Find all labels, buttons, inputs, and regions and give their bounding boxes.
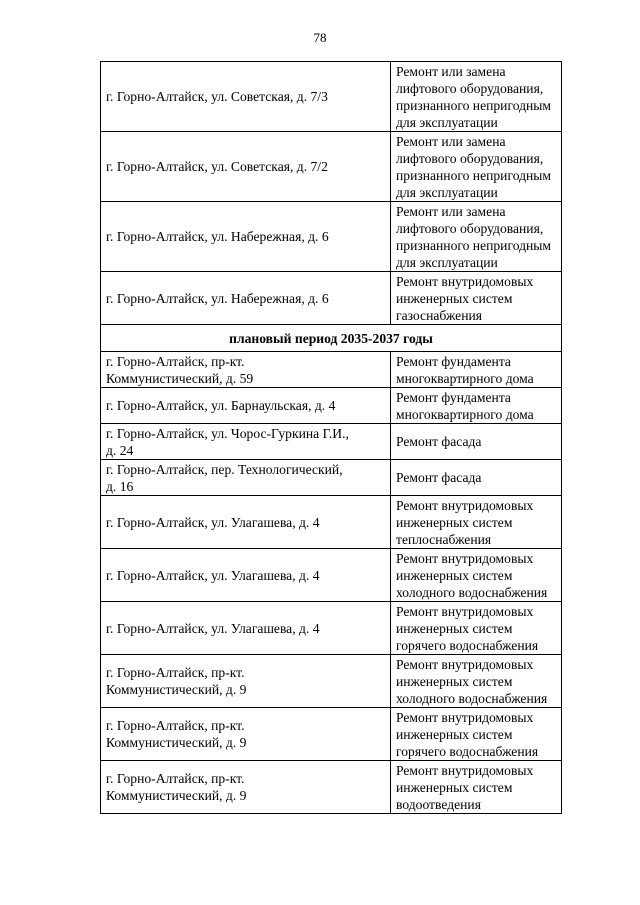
address-cell (101, 460, 391, 496)
work-line: инженерных систем (396, 726, 513, 742)
work-line: Ремонт или замена (396, 203, 506, 219)
work-line: Ремонт фундамента (396, 353, 511, 369)
table-row (101, 62, 562, 132)
work-cell (391, 460, 562, 496)
work-line: теплоснабжения (396, 531, 492, 547)
work-line: лифтового оборудования, (396, 80, 544, 96)
work-line: инженерных систем (396, 673, 513, 689)
work-cell (391, 62, 562, 132)
table-row (101, 272, 562, 325)
address-cell: г. Горно-Алтайск, ул. Советская, д. 7/3 (101, 62, 391, 132)
work-line: инженерных систем (396, 567, 513, 583)
work-cell (391, 202, 562, 272)
work-line: горячего водоснабжения (396, 637, 539, 653)
work-line: Ремонт внутридомовых (396, 273, 534, 289)
work-line: для эксплуатации (396, 254, 498, 270)
address-cell (101, 761, 391, 814)
work-cell (391, 655, 562, 708)
table-row (101, 202, 562, 272)
address-line: Коммунистический, д. 9 (106, 682, 247, 697)
work-line: Ремонт фундамента (396, 389, 511, 405)
work-line: признанного непригодным (396, 97, 552, 113)
table-row (101, 496, 562, 549)
address-cell (101, 602, 391, 655)
table-row (101, 655, 562, 708)
work-line: холодного водоснабжения (396, 690, 548, 706)
address-cell (101, 496, 391, 549)
address-line: г. Горно-Алтайск, пр-кт. (106, 665, 245, 680)
work-cell (391, 496, 562, 549)
address-line: Коммунистический, д. 9 (106, 788, 247, 803)
work-line: Ремонт внутридомовых (396, 603, 534, 619)
work-line: лифтового оборудования, (396, 220, 544, 236)
work-line: многоквартирного дома (396, 406, 534, 422)
address-cell (101, 352, 391, 388)
work-line: лифтового оборудования, (396, 150, 544, 166)
work-cell (391, 549, 562, 602)
address-cell (101, 424, 391, 460)
work-line: Ремонт или замена (396, 133, 506, 149)
work-line: Ремонт внутридомовых (396, 550, 534, 566)
address-line: г. Горно-Алтайск, пр-кт. (106, 353, 245, 369)
table-row (101, 761, 562, 814)
table-row (101, 549, 562, 602)
address-cell (101, 388, 391, 424)
work-line: инженерных систем (396, 290, 513, 306)
address-cell (101, 708, 391, 761)
section-title: плановый период 2035-2037 годы (101, 325, 562, 352)
table-row (101, 424, 562, 460)
address-line: г. Горно-Алтайск, пер. Технологический, (106, 461, 343, 477)
work-line: для эксплуатации (396, 114, 498, 130)
work-line: газоснабжения (396, 307, 483, 323)
page-number: 78 (313, 30, 327, 45)
work-line: водоотведения (396, 796, 481, 812)
work-cell (391, 352, 562, 388)
address-line: г. Горно-Алтайск, ул. Улагашева, д. 4 (106, 567, 320, 583)
work-line: Ремонт внутридомовых (396, 709, 534, 725)
address-line: д. 24 (106, 442, 134, 458)
address-cell (101, 549, 391, 602)
work-cell (391, 708, 562, 761)
section-header-row (101, 325, 562, 352)
address-line: Коммунистический, д. 59 (106, 370, 254, 386)
address-cell: г. Горно-Алтайск, ул. Набережная, д. 6 (101, 272, 391, 325)
table-row (101, 352, 562, 388)
address-line: Коммунистический, д. 9 (106, 735, 247, 750)
work-cell (391, 388, 562, 424)
work-line: Ремонт фасада (396, 470, 482, 485)
work-line: инженерных систем (396, 620, 513, 636)
address-cell: г. Горно-Алтайск, ул. Советская, д. 7/2 (101, 132, 391, 202)
work-cell (391, 761, 562, 814)
address-line: г. Горно-Алтайск, ул. Улагашева, д. 4 (106, 620, 320, 636)
work-line: Ремонт внутридомовых (396, 656, 534, 672)
work-line: инженерных систем (396, 514, 513, 530)
table-row (101, 132, 562, 202)
work-line: Ремонт внутридомовых (396, 762, 534, 778)
work-line: признанного непригодным (396, 167, 552, 183)
capital-repair-table (100, 61, 562, 814)
address-line: г. Горно-Алтайск, ул. Улагашева, д. 4 (106, 514, 320, 530)
work-line: холодного водоснабжения (396, 584, 548, 600)
work-line: инженерных систем (396, 779, 513, 795)
table-row (101, 708, 562, 761)
work-line: горячего водоснабжения (396, 743, 539, 759)
address-cell (101, 655, 391, 708)
work-cell (391, 132, 562, 202)
work-line: для эксплуатации (396, 184, 498, 200)
work-line: Ремонт или замена (396, 63, 506, 79)
address-line: г. Горно-Алтайск, пр-кт. (106, 718, 245, 733)
address-line: г. Горно-Алтайск, пр-кт. (106, 771, 245, 786)
address-cell: г. Горно-Алтайск, ул. Набережная, д. 6 (101, 202, 391, 272)
work-cell (391, 424, 562, 460)
work-line: Ремонт фасада (396, 434, 482, 449)
work-line: признанного непригодным (396, 237, 552, 253)
work-cell (391, 602, 562, 655)
work-line: Ремонт внутридомовых (396, 497, 534, 513)
table-row (101, 602, 562, 655)
address-line: д. 16 (106, 478, 134, 494)
address-line: г. Горно-Алтайск, ул. Чорос-Гуркина Г.И., (106, 425, 349, 441)
work-cell (391, 272, 562, 325)
table-row (101, 460, 562, 496)
table-row (101, 388, 562, 424)
address-line: г. Горно-Алтайск, ул. Барнаульская, д. 4 (106, 398, 336, 413)
work-line: многоквартирного дома (396, 370, 534, 386)
